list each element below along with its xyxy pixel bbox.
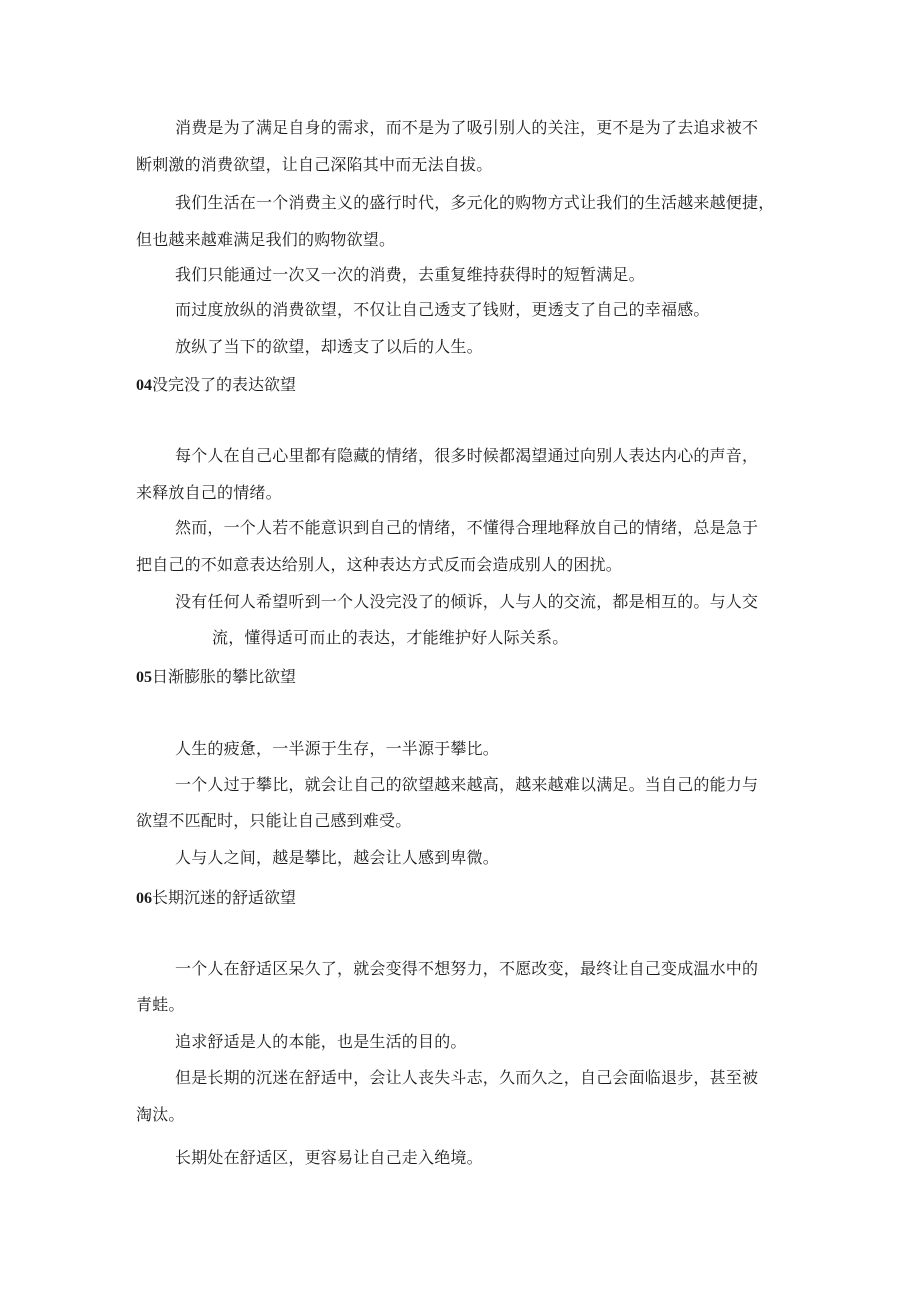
section-number: 04 [136, 377, 152, 394]
section-title: 日渐膨胀的攀比欲望 [152, 667, 297, 686]
section-number: 05 [136, 669, 152, 686]
section-heading [136, 375, 296, 396]
paragraph-line: 没有任何人希望听到一个人没完没了的倾诉，人与人的交流，都是相互的。与人交 [175, 592, 759, 611]
section-heading [136, 667, 296, 688]
paragraph-line: 长期处在舒适区，更容易让自己走入绝境。 [175, 1148, 483, 1167]
paragraph-line: 一个人在舒适区呆久了，就会变得不想努力，不愿改变，最终让自己变成温水中的 [175, 959, 759, 978]
paragraph-line: 一个人过于攀比，就会让自己的欲望越来越高，越来越难以满足。当自己的能力与 [175, 775, 759, 794]
section-title: 长期沉迷的舒适欲望 [152, 888, 297, 907]
paragraph-line: 而过度放纵的消费欲望，不仅让自己透支了钱财，更透支了自己的幸福感。 [175, 300, 710, 319]
paragraph-line: 但是长期的沉迷在舒适中，会让人丧失斗志，久而久之，自己会面临退步，甚至被 [175, 1068, 759, 1087]
paragraph-line: 放纵了当下的欲望，却透支了以后的人生。 [175, 337, 483, 356]
paragraph-line: 每个人在自己心里都有隐藏的情绪，很多时候都渴望通过向别人表达内心的声音， [175, 446, 759, 465]
paragraph-line: 把自己的不如意表达给别人，这种表达方式反而会造成别人的困扰。 [136, 555, 623, 574]
section-heading [136, 888, 296, 909]
paragraph-line: 来释放自己的情绪。 [136, 483, 282, 502]
paragraph-line: 人生的疲惫，一半源于生存，一半源于攀比。 [175, 739, 500, 758]
paragraph-line: 欲望不匹配时，只能让自己感到难受。 [136, 811, 412, 830]
paragraph-line: 但也越来越难满足我们的购物欲望。 [136, 230, 396, 249]
paragraph-line: 青蛙。 [136, 995, 185, 1014]
paragraph-line: 消费是为了满足自身的需求，而不是为了吸引别人的关注，更不是为了去追求被不 [175, 118, 759, 137]
section-title: 没完没了的表达欲望 [152, 375, 297, 394]
paragraph-line: 然而，一个人若不能意识到自己的情绪，不懂得合理地释放自己的情绪，总是急于 [175, 518, 759, 537]
paragraph-line: 我们只能通过一次又一次的消费，去重复维持获得时的短暂满足。 [175, 265, 645, 284]
paragraph-line: 断刺激的消费欲望，让自己深陷其中而无法自拔。 [136, 155, 493, 174]
section-number: 06 [136, 890, 152, 907]
paragraph-line: 我们生活在一个消费主义的盛行时代，多元化的购物方式让我们的生活越来越便捷， [175, 193, 775, 212]
paragraph-line: 追求舒适是人的本能，也是生活的目的。 [175, 1032, 467, 1051]
paragraph-line: 淘汰。 [136, 1105, 185, 1124]
paragraph-line: 人与人之间，越是攀比，越会让人感到卑微。 [175, 848, 500, 867]
paragraph-line: 流，懂得适可而止的表达，才能维护好人际关系。 [212, 628, 569, 647]
